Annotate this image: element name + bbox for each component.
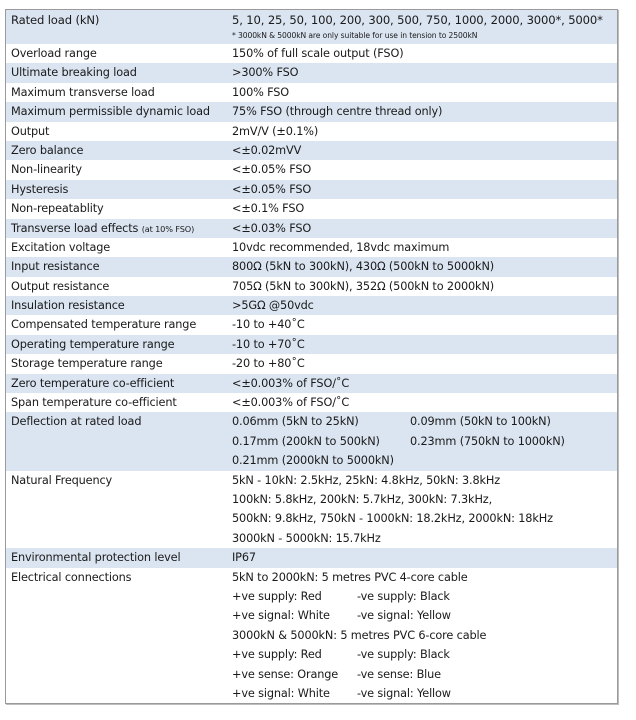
- wire-colour: -ve supply: Black: [357, 589, 450, 603]
- spec-label: Hysteresis: [11, 182, 69, 196]
- spec-value: 75% FSO (through centre thread only): [232, 105, 443, 119]
- connection-line: [232, 606, 617, 625]
- spec-label: Natural Frequency: [11, 473, 113, 487]
- wire-colour: -ve signal: Yellow: [357, 609, 451, 623]
- spec-label: Transverse load effects: [11, 221, 139, 235]
- spec-row-deflection: [6, 412, 617, 470]
- spec-value: 10vdc recommended, 18vdc maximum: [232, 240, 450, 254]
- spec-label: Non-linearity: [11, 163, 82, 177]
- spec-value: <±0.003% of FSO/˚C: [232, 396, 350, 410]
- frequency-line: 500kN: 9.8kHz, 750kN - 1000kN: 18.2kHz, 2000kN: 18kHz: [232, 512, 553, 526]
- spec-row-environmental-protection: [6, 548, 617, 567]
- spec-row-compensated-temp-range: [6, 315, 617, 334]
- spec-value: <±0.02mVV: [232, 143, 302, 157]
- spec-label: Electrical connections: [11, 570, 132, 584]
- deflection-line: [232, 432, 617, 451]
- spec-value: 800Ω (5kN to 300kN), 430Ω (500kN to 5000kN): [232, 260, 495, 274]
- spec-label: Overload range: [11, 47, 97, 60]
- spec-value: <±0.1% FSO: [232, 202, 305, 216]
- spec-value: -20 to +80˚C: [232, 357, 305, 371]
- wire-colour: +ve supply: Red: [232, 589, 322, 603]
- deflection-value: 0.09mm (50kN to 100kN): [410, 415, 551, 429]
- deflection-value: 0.06mm (5kN to 25kN): [232, 415, 359, 429]
- spec-row-output-resistance: [6, 277, 617, 296]
- specification-table: [5, 9, 618, 704]
- spec-row-non-repeatability: [6, 199, 617, 218]
- spec-value: 705Ω (5kN to 300kN), 352Ω (500kN to 2000kN): [232, 279, 495, 293]
- spec-value: <±0.03% FSO: [232, 221, 312, 235]
- spec-label: Storage temperature range: [11, 357, 163, 371]
- spec-label: Maximum permissible dynamic load: [11, 105, 210, 119]
- spec-row-max-transverse-load: [6, 83, 617, 102]
- spec-row-ultimate-breaking-load: [6, 63, 617, 82]
- spec-value: 150% of full scale output (FSO): [232, 47, 404, 60]
- spec-value: 100% FSO: [232, 85, 290, 99]
- wire-colour: +ve signal: White: [232, 686, 330, 700]
- wire-colour: +ve signal: White: [232, 609, 330, 623]
- spec-row-transverse-load-effects: [6, 219, 617, 238]
- spec-label: Span temperature co-efficient: [11, 396, 177, 410]
- spec-label: Output resistance: [11, 279, 110, 293]
- connection-line: [232, 665, 617, 684]
- spec-label: Rated load (kN): [11, 13, 100, 27]
- spec-value: >5GΩ @50vdc: [232, 299, 314, 313]
- spec-value: <±0.05% FSO: [232, 182, 312, 196]
- spec-label: Ultimate breaking load: [11, 66, 137, 80]
- wire-colour: +ve supply: Red: [232, 648, 322, 662]
- frequency-line: 3000kN - 5000kN: 15.7kHz: [232, 531, 381, 545]
- spec-value: <±0.003% of FSO/˚C: [232, 376, 350, 390]
- spec-value: -10 to +70˚C: [232, 337, 305, 351]
- spec-row-electrical-connections: [6, 568, 617, 704]
- spec-row-storage-temp-range: [6, 354, 617, 373]
- deflection-value: 0.23mm (750kN to 1000kN): [410, 434, 565, 448]
- spec-value: -10 to +40˚C: [232, 318, 305, 332]
- wire-colour: -ve signal: Yellow: [357, 686, 451, 700]
- spec-row-zero-balance: [6, 141, 617, 160]
- spec-row-non-linearity: [6, 160, 617, 179]
- spec-row-span-temp-coefficient: [6, 393, 617, 412]
- spec-label: Non-repeatablity: [11, 202, 104, 216]
- wire-colour: -ve supply: Black: [357, 648, 450, 662]
- spec-label: Maximum transverse load: [11, 85, 155, 99]
- spec-row-overload-range: [6, 44, 617, 63]
- spec-label: Output: [11, 124, 50, 138]
- spec-label: Zero temperature co-efficient: [11, 376, 175, 390]
- spec-value: 2mV/V (±0.1%): [232, 124, 319, 138]
- spec-label: Zero balance: [11, 143, 84, 157]
- spec-footnote: * 3000kN & 5000kN are only suitable for use in tension to 2500kN: [232, 31, 478, 40]
- spec-row-rated-load: [6, 10, 617, 44]
- spec-value: 5, 10, 25, 50, 100, 200, 300, 500, 750, 1000, 2000, 3000*, 5000*: [232, 13, 603, 27]
- deflection-line: [232, 451, 617, 470]
- spec-label: Input resistance: [11, 260, 100, 274]
- connection-line: [232, 684, 617, 703]
- connection-line: 3000kN & 5000kN: 5 metres PVC 6-core cable: [232, 628, 487, 642]
- spec-row-input-resistance: [6, 257, 617, 276]
- spec-value: IP67: [232, 551, 256, 565]
- spec-row-insulation-resistance: [6, 296, 617, 315]
- connection-line: [232, 587, 617, 606]
- wire-colour: -ve sense: Blue: [357, 667, 441, 681]
- spec-label: Operating temperature range: [11, 337, 175, 351]
- spec-value: <±0.05% FSO: [232, 163, 312, 177]
- frequency-line: 5kN - 10kN: 2.5kHz, 25kN: 4.8kHz, 50kN: 3.8kHz: [232, 473, 500, 487]
- spec-label: Deflection at rated load: [11, 415, 142, 429]
- deflection-value: 0.21mm (2000kN to 5000kN): [232, 454, 394, 468]
- spec-row-zero-temp-coefficient: [6, 374, 617, 393]
- spec-value: >300% FSO: [232, 66, 299, 80]
- wire-colour: +ve sense: Orange: [232, 667, 339, 681]
- deflection-value: 0.17mm (200kN to 500kN): [232, 434, 380, 448]
- spec-label: Environmental protection level: [11, 551, 181, 565]
- spec-row-max-dynamic-load: [6, 102, 617, 121]
- frequency-line: 100kN: 5.8kHz, 200kN: 5.7kHz, 300kN: 7.3kHz,: [232, 492, 493, 506]
- spec-label: Compensated temperature range: [11, 318, 197, 332]
- spec-label: Insulation resistance: [11, 299, 125, 313]
- spec-row-excitation-voltage: [6, 238, 617, 257]
- connection-line: 5kN to 2000kN: 5 metres PVC 4-core cable: [232, 570, 468, 584]
- deflection-line: [232, 412, 617, 431]
- spec-label-suffix: (at 10% FSO): [141, 223, 195, 234]
- connection-line: [232, 645, 617, 664]
- spec-row-operating-temp-range: [6, 335, 617, 354]
- spec-label: Excitation voltage: [11, 240, 111, 254]
- spec-row-hysteresis: [6, 180, 617, 199]
- spec-row-natural-frequency: [6, 471, 617, 549]
- spec-row-output: [6, 122, 617, 141]
